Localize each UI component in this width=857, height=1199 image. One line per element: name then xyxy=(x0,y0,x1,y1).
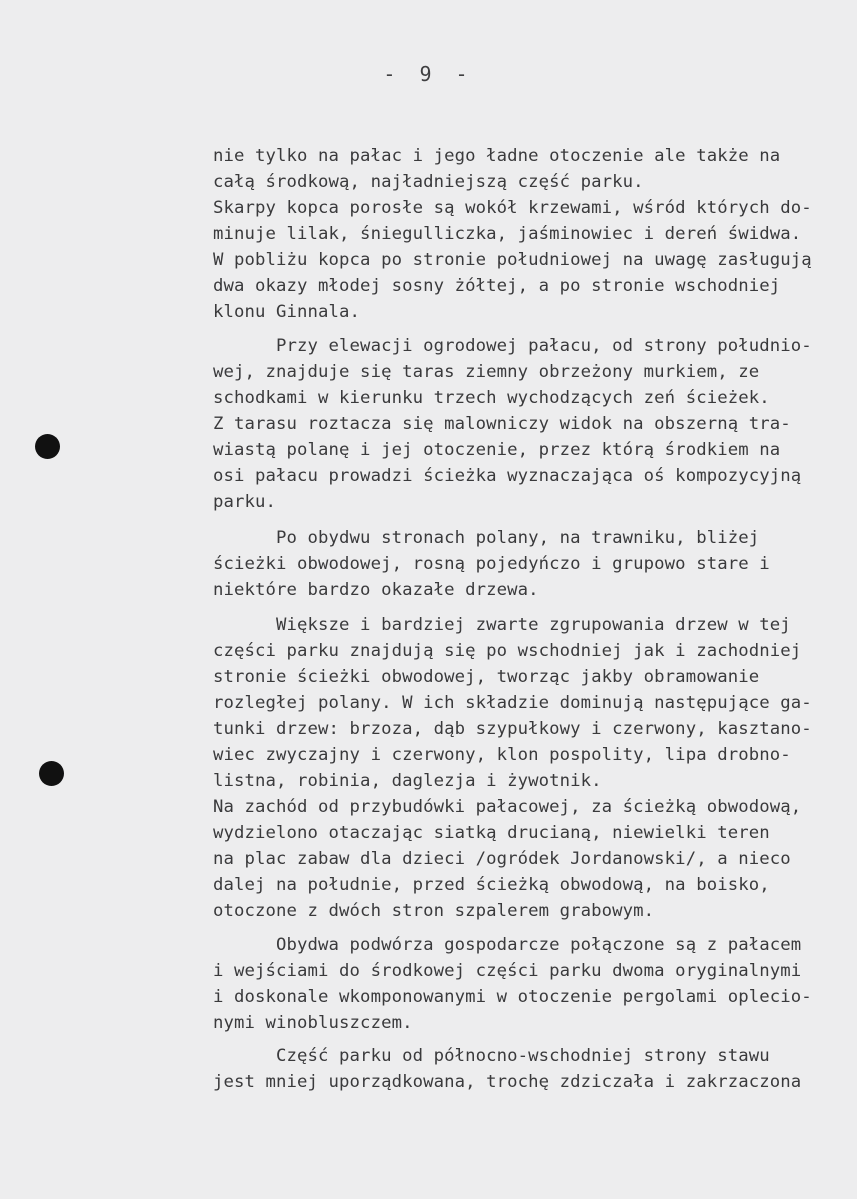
text-line: niektóre bardzo okazałe drzewa. xyxy=(213,580,539,600)
text-line: Obydwa podwórza gospodarcze połączone są z pałacem xyxy=(213,935,802,955)
text-line: tunki drzew: brzoza, dąb szypułkowy i czerwony, kasztano- xyxy=(213,719,812,739)
punch-hole-top xyxy=(35,434,60,459)
text-line: otoczone z dwóch stron szpalerem grabowym. xyxy=(213,901,655,921)
text-line: rozległej polany. W ich składzie dominują następujące ga- xyxy=(213,693,812,713)
text-line: schodkami w kierunku trzech wychodzących zeń ścieżek. xyxy=(213,388,770,408)
text-line: Większe i bardziej zwarte zgrupowania drzew w tej xyxy=(213,615,791,635)
text-line: dwa okazy młodej sosny żółtej, a po stronie wschodniej xyxy=(213,276,781,296)
text-line: wydzielono otaczając siatką drucianą, niewielki teren xyxy=(213,823,770,843)
text-line: i wejściami do środkowej części parku dwoma oryginalnymi xyxy=(213,961,802,981)
text-line: Po obydwu stronach polany, na trawniku, bliżej xyxy=(213,528,760,548)
text-line: wiastą polanę i jej otoczenie, przez którą środkiem na xyxy=(213,440,781,460)
text-line: Z tarasu roztacza się malowniczy widok na obszerną tra- xyxy=(213,414,791,434)
text-line: Część parku od północno-wschodniej strony stawu xyxy=(213,1046,770,1066)
text-line: jest mniej uporządkowana, trochę zdziczała i zakrzaczona xyxy=(213,1072,802,1092)
text-line: parku. xyxy=(213,492,277,512)
text-line: Przy elewacji ogrodowej pałacu, od strony południo- xyxy=(213,336,812,356)
text-line: nymi winobluszczem. xyxy=(213,1013,413,1033)
text-line: nie tylko na pałac i jego ładne otoczenie ale także na xyxy=(213,146,781,166)
text-line: całą środkową, najładniejszą część parku. xyxy=(213,172,644,192)
text-line: wiec zwyczajny i czerwony, klon pospolity, lipa drobno- xyxy=(213,745,791,765)
page-number: - 9 - xyxy=(383,62,474,86)
text-line: Skarpy kopca porosłe są wokół krzewami, wśród których do- xyxy=(213,198,812,218)
text-line: wej, znajduje się taras ziemny obrzeżony murkiem, ze xyxy=(213,362,760,382)
text-line: osi pałacu prowadzi ścieżka wyznaczająca oś kompozycyjną xyxy=(213,466,802,486)
text-line: na plac zabaw dla dzieci /ogródek Jordanowski/, a nieco xyxy=(213,849,791,869)
text-line: W pobliżu kopca po stronie południowej na uwagę zasługują xyxy=(213,250,812,270)
text-line: klonu Ginnala. xyxy=(213,302,361,322)
text-line: i doskonale wkomponowanymi w otoczenie pergolami oplecio- xyxy=(213,987,812,1007)
text-line: ścieżki obwodowej, rosną pojedyńczo i grupowo stare i xyxy=(213,554,770,574)
punch-hole-bottom xyxy=(39,761,64,786)
text-line: części parku znajdują się po wschodniej jak i zachodniej xyxy=(213,641,802,661)
text-line: dalej na południe, przed ścieżką obwodową, na boisko, xyxy=(213,875,770,895)
text-line: listna, robinia, daglezja i żywotnik. xyxy=(213,771,602,791)
text-line: Na zachód od przybudówki pałacowej, za ścieżką obwodową, xyxy=(213,797,802,817)
text-line: minuje lilak, śniegulliczka, jaśminowiec i dereń świdwa. xyxy=(213,224,802,244)
text-line: stronie ścieżki obwodowej, tworząc jakby obramowanie xyxy=(213,667,760,687)
